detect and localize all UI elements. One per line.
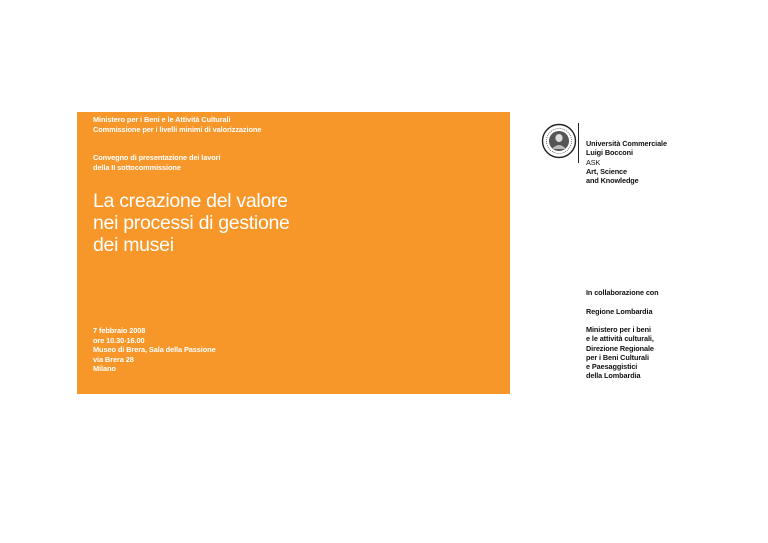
ask-line-2: and Knowledge xyxy=(586,176,639,186)
university-block xyxy=(586,139,667,185)
partner-line: e Paesaggistici xyxy=(586,362,638,372)
partner-line: per i Beni Culturali xyxy=(586,352,649,362)
ministry-name: Ministero per i Beni e le Attività Culturali xyxy=(93,115,231,124)
event-details xyxy=(93,326,216,374)
event-address: via Brera 28 xyxy=(93,354,134,364)
event-line-2: della II sottocommissione xyxy=(93,162,181,172)
event-title xyxy=(93,190,290,256)
event-line-1: Convegno di presentazione dei lavori xyxy=(93,153,221,162)
ask-label: ASK xyxy=(586,157,601,167)
title-line-1: La creazione del valore xyxy=(93,190,288,212)
title-line-3: dei musei xyxy=(93,234,174,256)
university-name-2: Luigi Bocconi xyxy=(586,148,633,158)
ministry-header xyxy=(93,115,261,134)
university-name-1: Università Commerciale xyxy=(586,139,667,148)
partner-line: Ministero per i beni xyxy=(586,325,651,334)
event-subtitle xyxy=(93,153,220,172)
partner-line: Direzione Regionale xyxy=(586,343,654,353)
commission-name: Commissione per i livelli minimi di valorizzazione xyxy=(93,124,262,134)
event-time: ore 10.30-16.00 xyxy=(93,335,145,345)
title-line-2: nei processi di gestione xyxy=(93,212,290,234)
partner-regione: Regione Lombardia xyxy=(586,307,653,316)
event-venue: Museo di Brera, Sala della Passione xyxy=(93,345,216,355)
ask-line-1: Art, Science xyxy=(586,166,627,176)
collaboration-heading: In collaborazione con xyxy=(586,288,659,297)
event-city: Milano xyxy=(93,364,116,374)
bocconi-seal-icon xyxy=(541,123,577,159)
partner-ministero xyxy=(586,325,654,381)
partner-line: e le attività culturali, xyxy=(586,334,654,344)
event-date: 7 febbraio 2008 xyxy=(93,326,146,335)
logo-divider xyxy=(578,123,579,163)
partner-line: della Lombardia xyxy=(586,371,641,381)
